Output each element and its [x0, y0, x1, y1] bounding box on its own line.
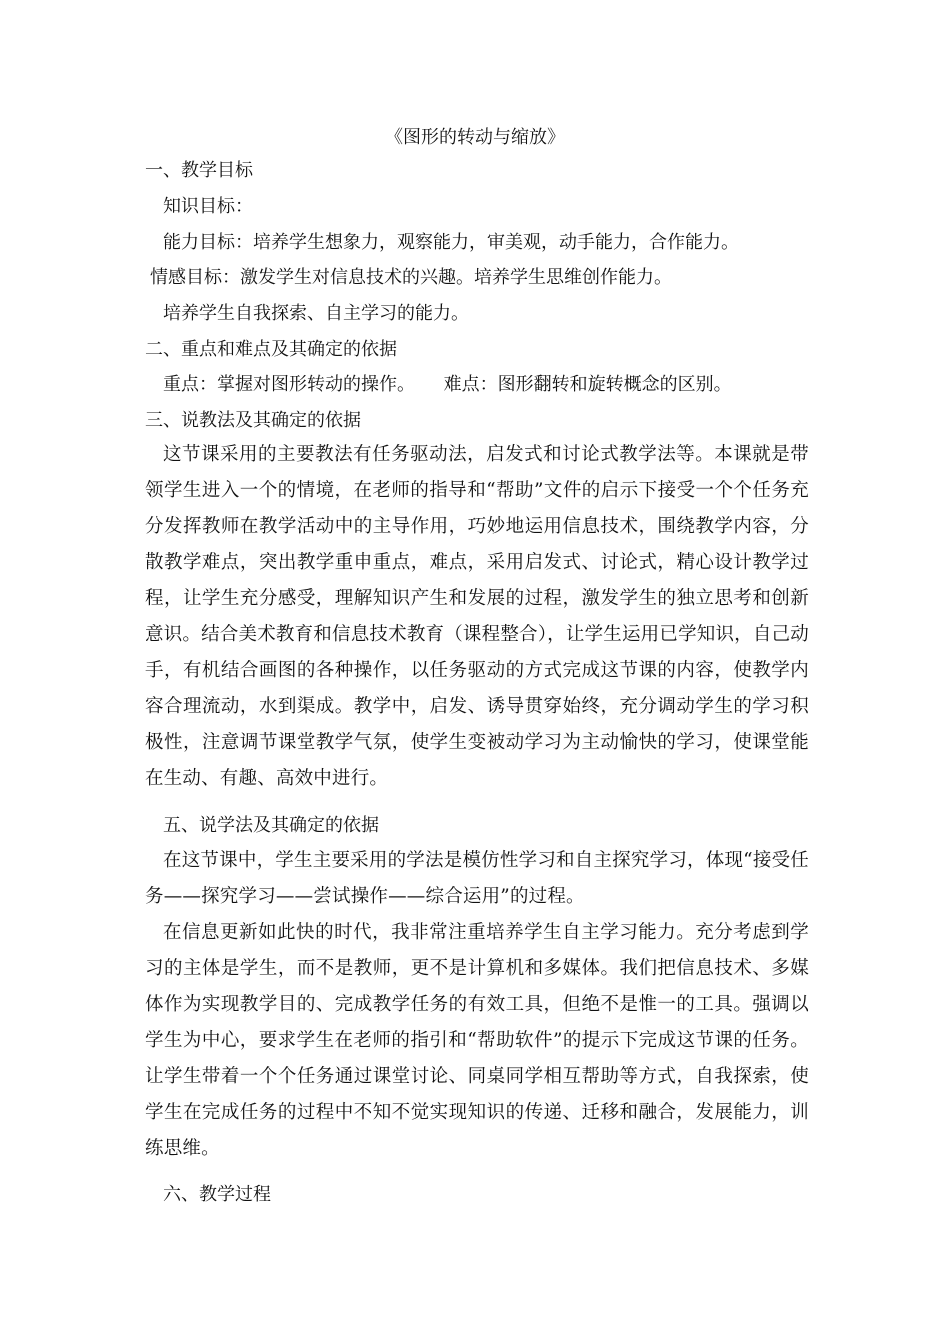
learning-method-paragraph-2: 在信息更新如此快的时代，我非常注重培养学生自主学习能力。充分考虑到学习的主体是学生，而不是教师，更不是计算机和多媒体。我们把信息技术、多媒体作为实现教学目的、完成教学任务的有效工具，但绝不是惟一的工具。强调以学生为中心，要求学生在老师的指引和“帮助软件”的提示下完成这节课的任务。让学生带着一个个任务通过课堂讨论、同桌同学相互帮助等方式，自我探索，使学生在完成任务的过程中不知不觉实现知识的传递、迁移和融合，发展能力，训练思维。: [145, 922, 809, 1159]
section-heading-key-points: 二、重点和难点及其确定的依据: [145, 339, 397, 360]
self-learning-goal: 培养学生自我探索、自主学习的能力。: [163, 303, 469, 324]
section-heading-teaching-process: 六、教学过程: [163, 1184, 271, 1205]
key-and-difficult-points: 重点：掌握对图形转动的操作。 难点：图形翻转和旋转概念的区别。: [163, 374, 732, 395]
section-heading-learning-method: 五、说学法及其确定的依据: [163, 815, 379, 836]
learning-method-paragraph-1: 在这节课中，学生主要采用的学法是模仿性学习和自主探究学习，体现“接受任务——探究学习——尝试操作——综合运用”的过程。: [145, 850, 809, 907]
document-title: 《图形的转动与缩放》: [385, 127, 565, 148]
emotion-goal: 情感目标：激发学生对信息技术的兴趣。培养学生思维创作能力。: [150, 267, 672, 288]
knowledge-goal: 知识目标：: [163, 196, 253, 217]
teaching-method-paragraph: 这节课采用的主要教法有任务驱动法，启发式和讨论式教学法等。本课就是带领学生进入一个的情境，在老师的指导和“帮助”文件的启示下接受一个个任务充分发挥教师在教学活动中的主导作用，巧妙地运用信息技术，围绕教学内容，分散教学难点，突出教学重申重点，难点，采用启发式、讨论式，精心设计教学过程，让学生充分感受，理解知识产生和发展的过程，激发学生的独立思考和创新意识。结合美术教育和信息技术教育（课程整合），让学生运用已学知识，自己动手，有机结合画图的各种操作，以任务驱动的方式完成这节课的内容，使教学内容合理流动，水到渠成。教学中，启发、诱导贯穿始终，充分调动学生的学习积极性，注意调节课堂教学气氛，使学生变被动学习为主动愉快的学习，使课堂能在生动、有趣、高效中进行。: [145, 444, 809, 789]
ability-goal: 能力目标：培养学生想象力，观察能力，审美观，动手能力，合作能力。: [163, 232, 739, 253]
section-heading-teaching-goals: 一、教学目标: [145, 160, 253, 181]
section-heading-teaching-method: 三、说教法及其确定的依据: [145, 410, 361, 431]
